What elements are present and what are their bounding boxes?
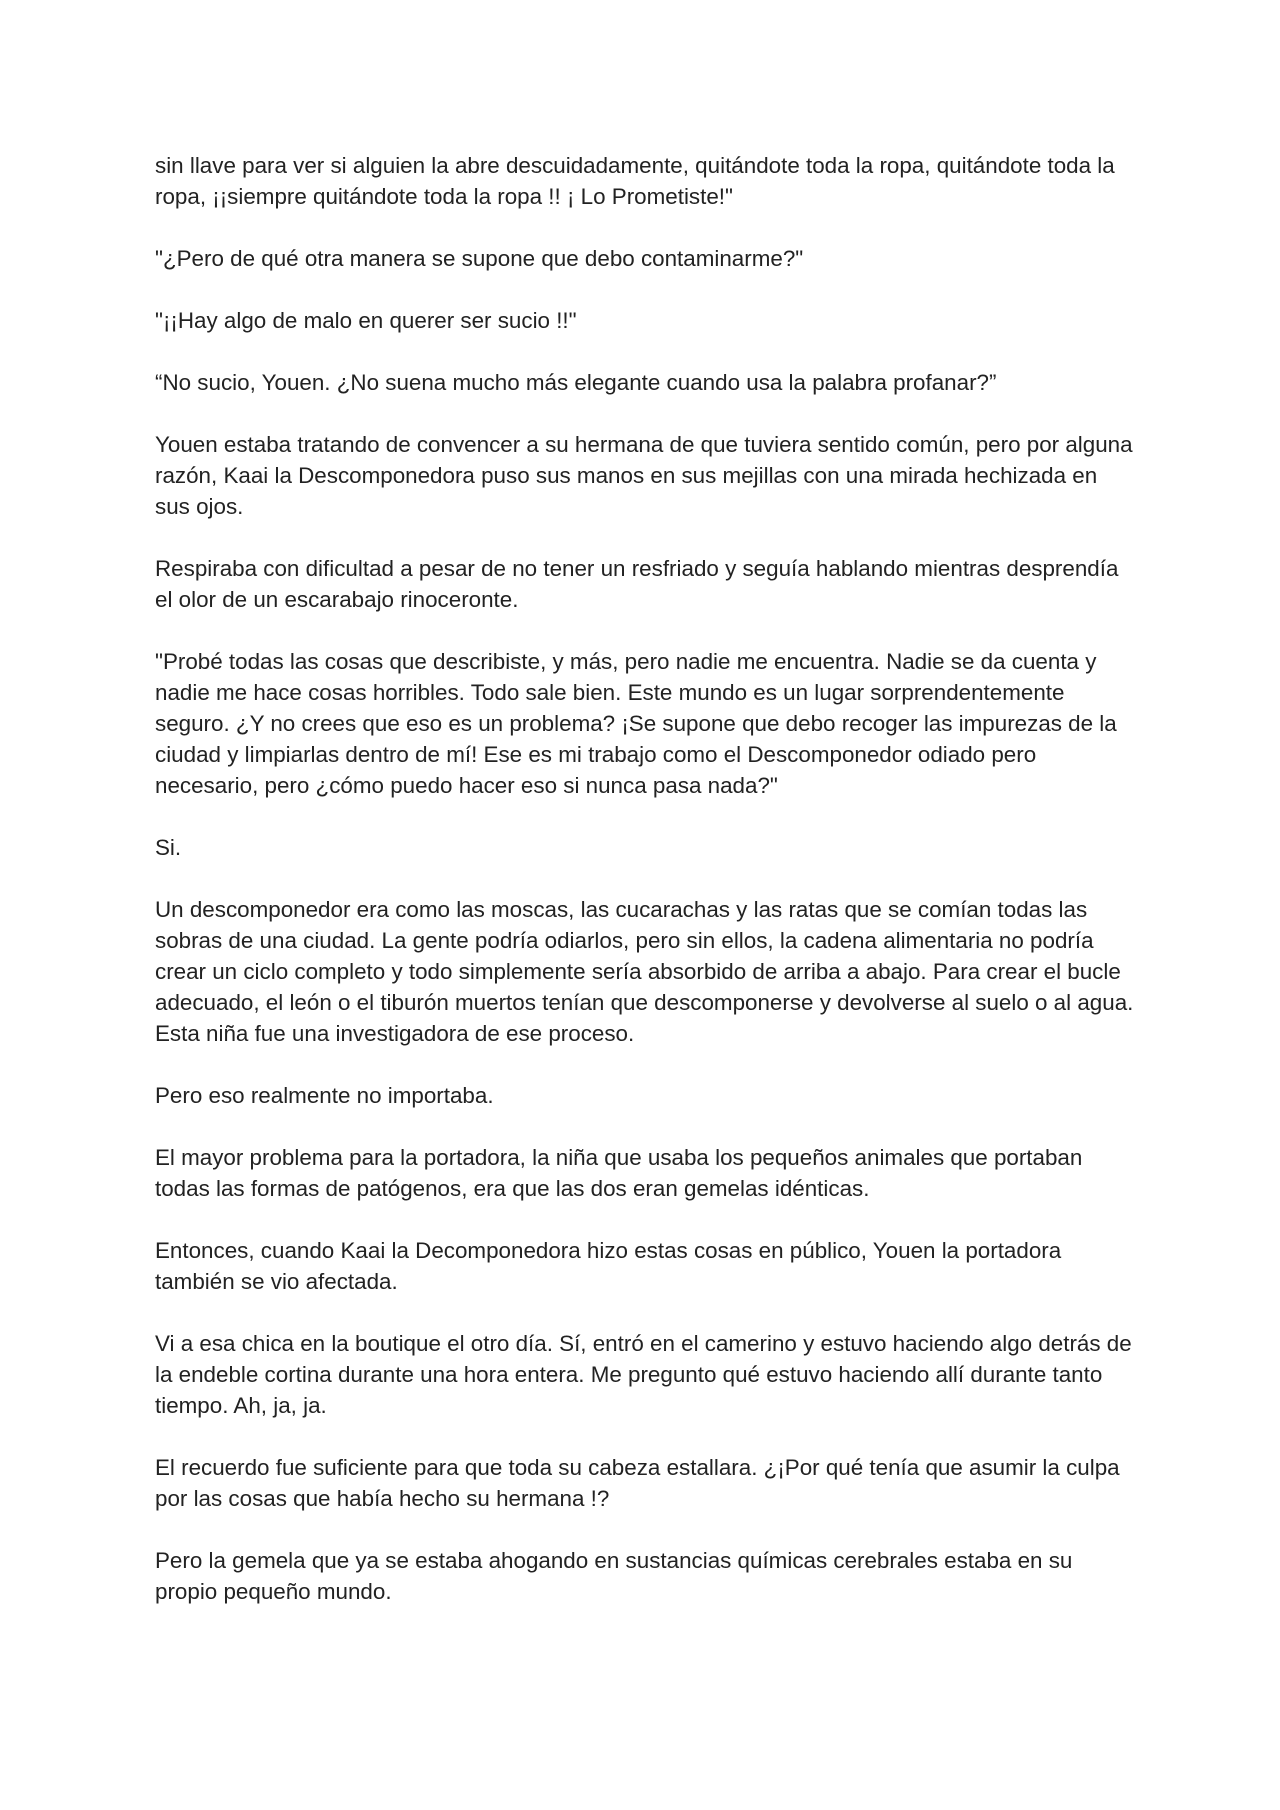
paragraph: Entonces, cuando Kaai la Decomponedora hizo estas cosas en público, Youen la portadora también se vio afectada. [155,1238,1062,1294]
paragraph: El recuerdo fue suficiente para que toda su cabeza estallara. ¿¡Por qué tenía que asumir la culpa por las cosas que había hecho su hermana !? [155,1455,1120,1511]
paragraph: "Probé todas las cosas que describiste, y más, pero nadie me encuentra. Nadie se da cuenta y nadie me hace cosas horribles. Todo sale bien. Este mundo es un lugar sorprendentemente seguro. ¿Y no crees que eso es un problema? ¡Se supone que debo recoger las impurezas de la ciudad y limpiarlas dentro de mí! Ese es mi trabajo como el Descomponedor odiado pero necesario, pero ¿cómo puedo hacer eso si nunca pasa nada?" [155,649,1117,798]
paragraph: Youen estaba tratando de convencer a su hermana de que tuviera sentido común, pero por alguna razón, Kaai la Descomponedora puso sus manos en sus mejillas con una mirada hechizada en sus ojos. [155,432,1133,519]
paragraph: El mayor problema para la portadora, la niña que usaba los pequeños animales que portaban todas las formas de patógenos, era que las dos eran gemelas idénticas. [155,1145,1083,1201]
paragraph: sin llave para ver si alguien la abre descuidadamente, quitándote toda la ropa, quitándote toda la ropa, ¡¡siempre quitándote toda la ropa !! ¡ Lo Prometiste!" [155,153,1115,209]
document-body [155,150,1135,1638]
paragraph: Pero eso realmente no importaba. [155,1083,494,1108]
paragraph: Vi a esa chica en la boutique el otro día. Sí, entró en el camerino y estuvo haciendo algo detrás de la endeble cortina durante una hora entera. Me pregunto qué estuvo haciendo allí durante tanto tiempo. Ah, ja, ja. [155,1331,1132,1418]
paragraph: "¿Pero de qué otra manera se supone que debo contaminarme?" [155,246,804,271]
paragraph: Un descomponedor era como las moscas, las cucarachas y las ratas que se comían todas las sobras de una ciudad. La gente podría odiarlos, pero sin ellos, la cadena alimentaria no podría crear un ciclo completo y todo simplemente sería absorbido de arriba a abajo. Para crear el bucle adecuado, el león o el tiburón muertos tenían que descomponerse y devolverse al suelo o al agua. Esta niña fue una investigadora de ese proceso. [155,897,1134,1046]
paragraph: "¡¡Hay algo de malo en querer ser sucio !!" [155,308,577,333]
paragraph: Respiraba con dificultad a pesar de no tener un resfriado y seguía hablando mientras desprendía el olor de un escarabajo rinoceronte. [155,556,1119,612]
paragraph: Pero la gemela que ya se estaba ahogando en sustancias químicas cerebrales estaba en su propio pequeño mundo. [155,1548,1073,1604]
paragraph: “No sucio, Youen. ¿No suena mucho más elegante cuando usa la palabra profanar?” [155,370,997,395]
paragraph: Si. [155,835,182,860]
